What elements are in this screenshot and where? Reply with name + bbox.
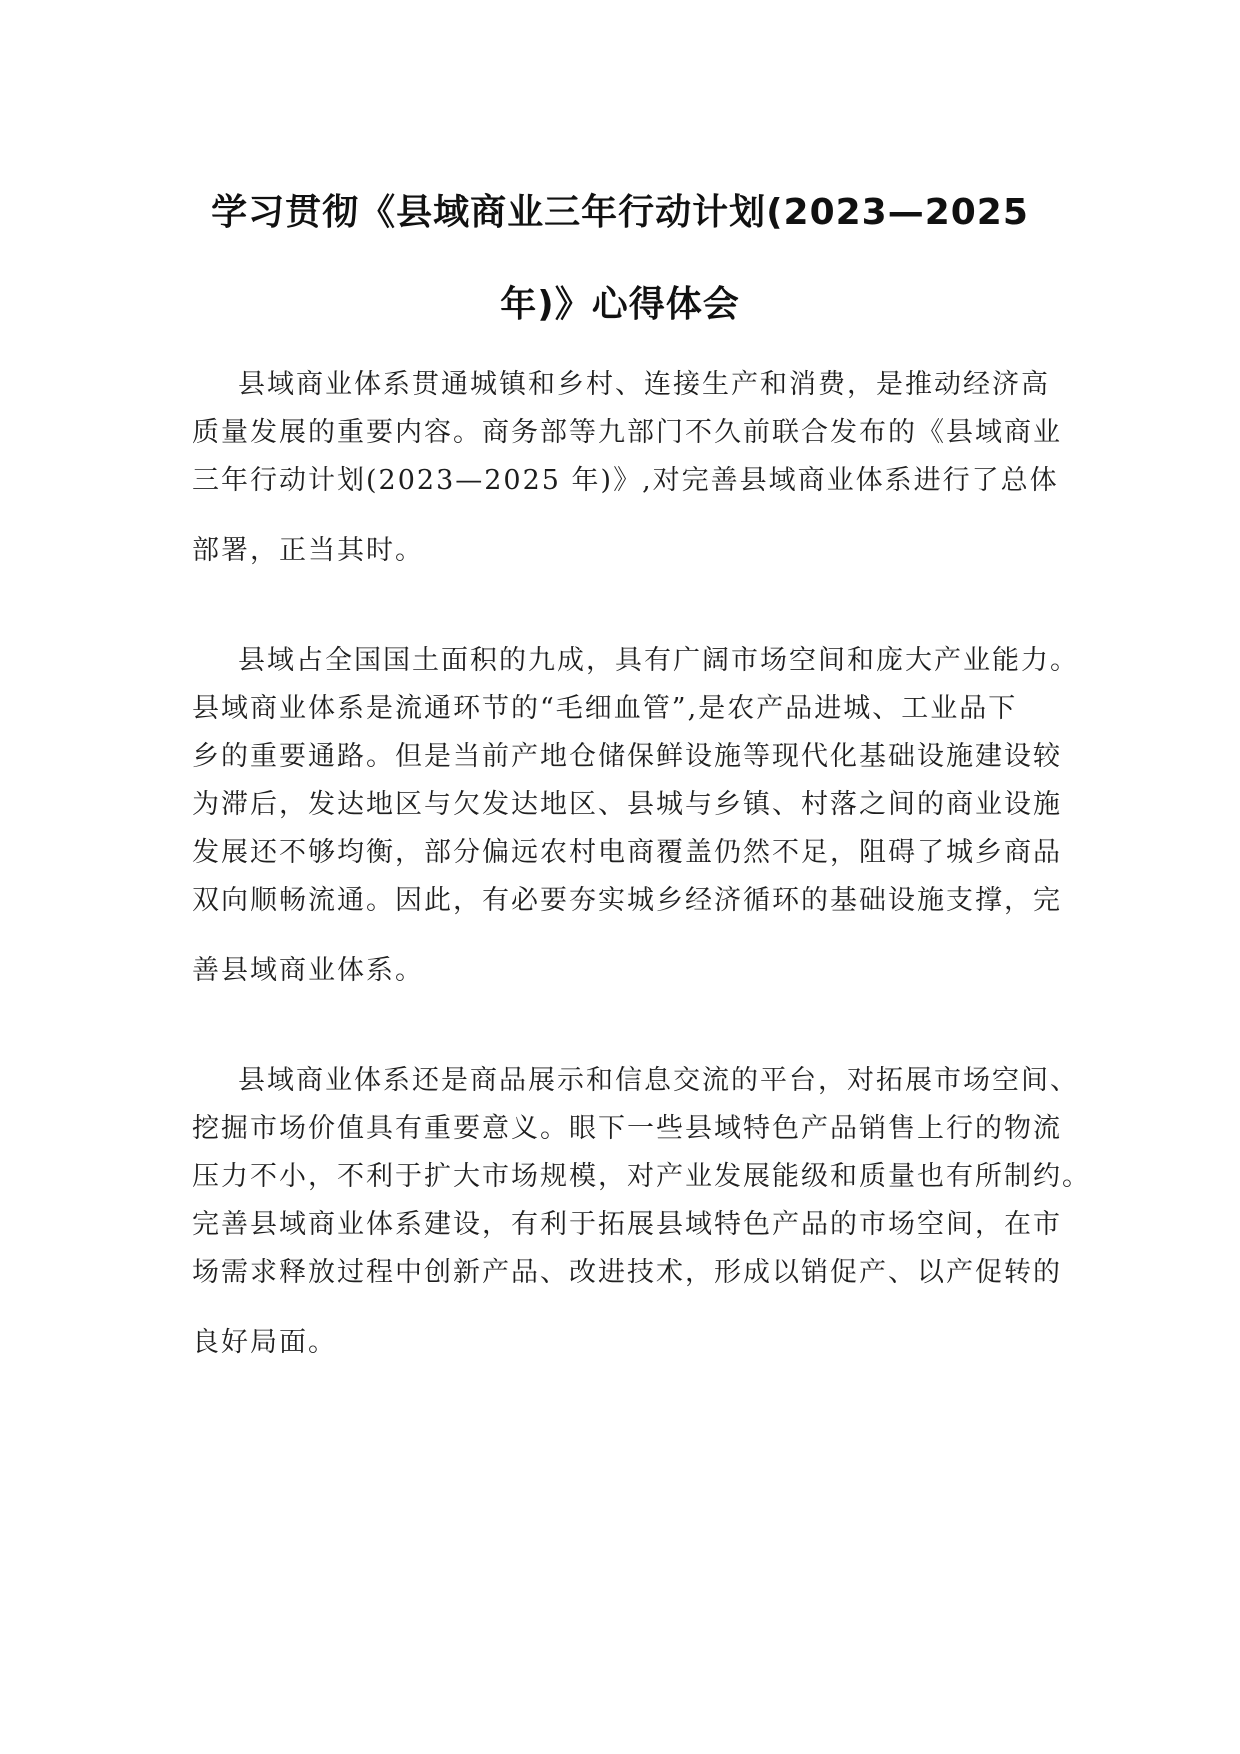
paragraph-line: 场需求释放过程中创新产品、改进技术，形成以销促产、以产促转的 — [192, 1257, 1062, 1288]
paragraph-line: 完善县域商业体系建设，有利于拓展县域特色产品的市场空间，在市 — [192, 1209, 1062, 1240]
paragraph-line: 县域商业体系贯通城镇和乡村、连接生产和消费，是推动经济高 — [238, 369, 1050, 400]
paragraph-line: 挖掘市场价值具有重要意义。眼下一些县域特色产品销售上行的物流 — [192, 1113, 1062, 1144]
paragraph-line: 为滞后，发达地区与欠发达地区、县城与乡镇、村落之间的商业设施 — [192, 789, 1062, 820]
paragraph-line: 善县域商业体系。 — [192, 955, 424, 986]
paragraph-line: 县域商业体系是流通环节的“毛细血管”,是农产品进城、工业品下 — [192, 693, 1018, 724]
document-title-line-1: 学习贯彻《县域商业三年行动计划(2023—2025 — [211, 192, 1029, 233]
document-title-line-2: 年)》心得体会 — [500, 284, 740, 325]
paragraph-line: 质量发展的重要内容。商务部等九部门不久前联合发布的《县域商业 — [192, 417, 1062, 448]
paragraph-line: 县域商业体系还是商品展示和信息交流的平台，对拓展市场空间、 — [238, 1065, 1079, 1096]
paragraph-line: 县域占全国国土面积的九成，具有广阔市场空间和庞大产业能力。 — [238, 645, 1079, 676]
paragraph-line: 乡的重要通路。但是当前产地仓储保鲜设施等现代化基础设施建设较 — [192, 741, 1062, 772]
paragraph-line: 三年行动计划(2023—2025 年)》,对完善县域商业体系进行了总体 — [192, 465, 1059, 496]
paragraph-line: 部署，正当其时。 — [192, 535, 424, 566]
paragraph-line: 双向顺畅流通。因此，有必要夯实城乡经济循环的基础设施支撑，完 — [192, 885, 1062, 916]
paragraph-line: 良好局面。 — [192, 1327, 337, 1358]
paragraph-line: 发展还不够均衡，部分偏远农村电商覆盖仍然不足，阻碍了城乡商品 — [192, 837, 1062, 868]
paragraph-line: 压力不小，不利于扩大市场规模，对产业发展能级和质量也有所制约。 — [192, 1161, 1091, 1192]
